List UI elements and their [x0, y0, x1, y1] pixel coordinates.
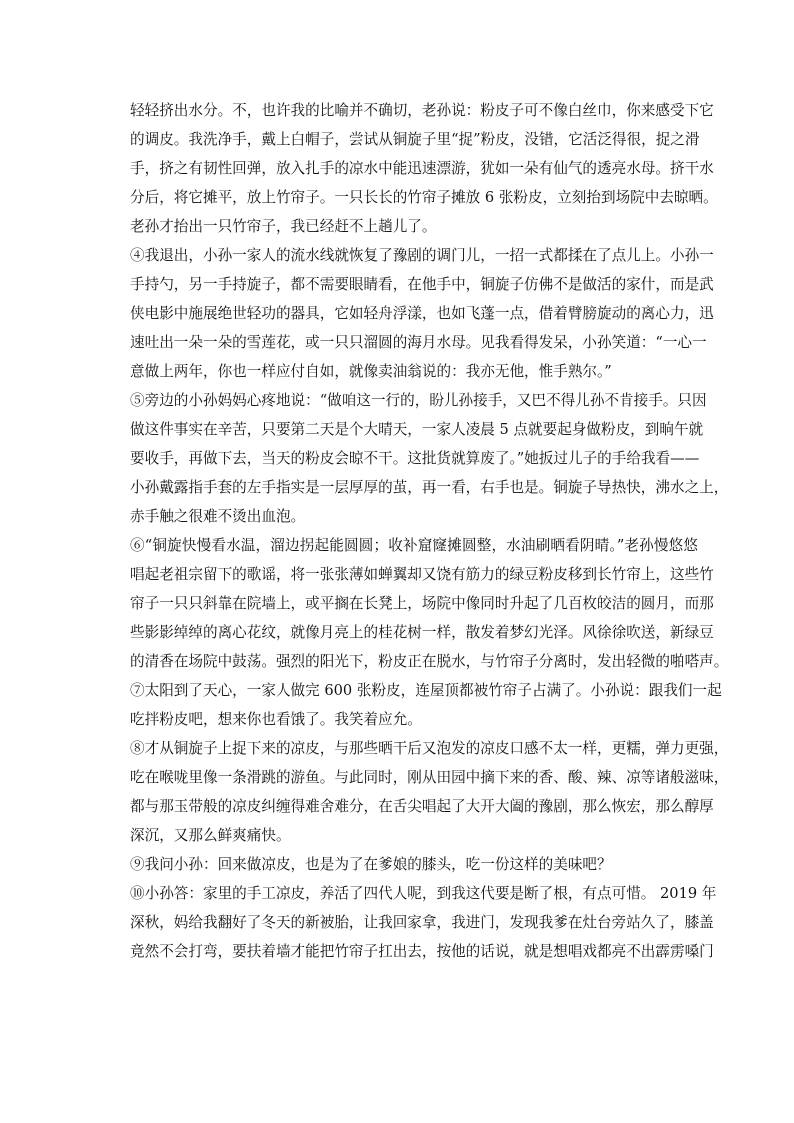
text-line: 手，挤之有韧性回弹，放入扎手的凉水中能迅速漂游，犹如一朵有仙气的透亮水母。挤干水: [130, 160, 714, 177]
text-line: ⑥“铜旋快慢看水温，溜边拐起能圆圆；收补窟窿摊圆整，水油刷晒看阴晴。”老孙慢悠悠: [130, 537, 698, 554]
text-line: ⑩小孙答：家里的手工凉皮，养活了四代人呢，到我这代要是断了根，有点可惜。 2019 年: [130, 885, 717, 902]
text-line: 要收手，再做下去，当天的粉皮会晾不干。这批货就算废了。”她扳过儿子的手给我看——: [130, 450, 700, 467]
text-line: 做这件事实在辛苦，只要第二天是个大晴天，一家人凌晨 5 点就要起身做粉皮，到晌午就: [130, 421, 704, 438]
text-line: 都与那玉带般的凉皮纠缠得难舍难分，在舌尖唱起了大开大阖的豫剧，那么恢宏，那么醇厚: [130, 798, 714, 815]
text-line: 小孙戴露指手套的左手指实是一层厚厚的茧，再一看，右手也是。铜旋子导热快，沸水之上，: [130, 479, 729, 496]
text-line: 速吐出一朵一朵的雪莲花，或一只只溜圆的海月水母。见我看得发呆，小孙笑道：“一心一: [130, 334, 707, 351]
text-line: 唱起老祖宗留下的歌谣，将一张张薄如蝉翼却又饶有筋力的绿豆粉皮移到长竹帘上，这些竹: [130, 566, 714, 583]
text-line: 深秋，妈给我翻好了冬天的新被胎，让我回家拿，我进门，发现我爹在灶台旁站久了，膝盖: [130, 914, 714, 931]
text-line: ④我退出，小孙一家人的流水线就恢复了豫剧的调门儿，一招一式都揉在了点儿上。小孙一: [130, 247, 714, 264]
text-line: 的调皮。我洗净手，戴上白帽子，尝试从铜旋子里“捉”粉皮，没错，它活泛得很，捉之滑: [130, 131, 700, 148]
text-line: 深沉，又那么鲜爽痛快。: [130, 827, 291, 844]
text-line: 帘子一只只斜靠在院墙上，或平搁在长凳上，场院中像同时升起了几百枚皎洁的圆月，而那: [130, 595, 714, 612]
text-line: 竟然不会打弯，要扶着墙才能把竹帘子扛出去，按他的话说，就是想唱戏都亮不出霹雳嗓门: [130, 943, 714, 960]
text-line: 意做上两年，你也一样应付自如，就像卖油翁说的：我亦无他，惟手熟尔。”: [130, 363, 612, 380]
text-line: 吃在喉咙里像一条滑跳的游鱼。与此同时，刚从田园中摘下来的香、酸、辣、凉等诸般滋味，: [130, 769, 729, 786]
text-line: 老孙才抬出一只竹帘子，我已经赶不上趟儿了。: [130, 218, 437, 235]
document-body: [130, 96, 729, 966]
text-line: 赤手触之很难不烫出血泡。: [130, 508, 306, 525]
text-line: 吃拌粉皮吧，想来你也看饿了。我笑着应允。: [130, 711, 422, 728]
text-line: 侠电影中施展绝世轻功的器具，它如轻舟浮漾，也如飞蓬一点，借着臂膀旋动的离心力，迅: [130, 305, 714, 322]
text-line: 的清香在场院中鼓荡。强烈的阳光下，粉皮正在脱水，与竹帘子分离时，发出轻微的啪嗒声。: [130, 653, 729, 670]
text-line: 手持勺，另一手持旋子，都不需要眼睛看，在他手中，铜旋子仿佛不是做活的家什，而是武: [130, 276, 714, 293]
text-line: 轻轻挤出水分。不，也许我的比喻并不确切，老孙说：粉皮子可不像白丝巾，你来感受下它: [130, 102, 714, 119]
text-line: ⑧才从铜旋子上捉下来的凉皮，与那些晒干后又泡发的凉皮口感不太一样，更糯，弹力更强，: [130, 740, 729, 757]
text-line: ⑨我问小孙：回来做凉皮，也是为了在爹娘的膝头，吃一份这样的美味吧？: [130, 856, 612, 873]
text-line: 分后，将它摊平，放上竹帘子。一只长长的竹帘子摊放 6 张粉皮，立刻抬到场院中去晾晒。: [130, 189, 718, 206]
text-line: ⑦太阳到了天心，一家人做完 600 张粉皮，连屋顶都被竹帘子占满了。小孙说：跟我们一起: [130, 682, 722, 699]
text-line: 些影影绰绰的离心花纹，就像月亮上的桂花树一样，散发着梦幻光泽。风徐徐吹送，新绿豆: [130, 624, 714, 641]
text-line: ⑤旁边的小孙妈妈心疼地说：“做咱这一行的，盼儿孙接手，又巴不得儿孙不肯接手。只因: [130, 392, 707, 409]
